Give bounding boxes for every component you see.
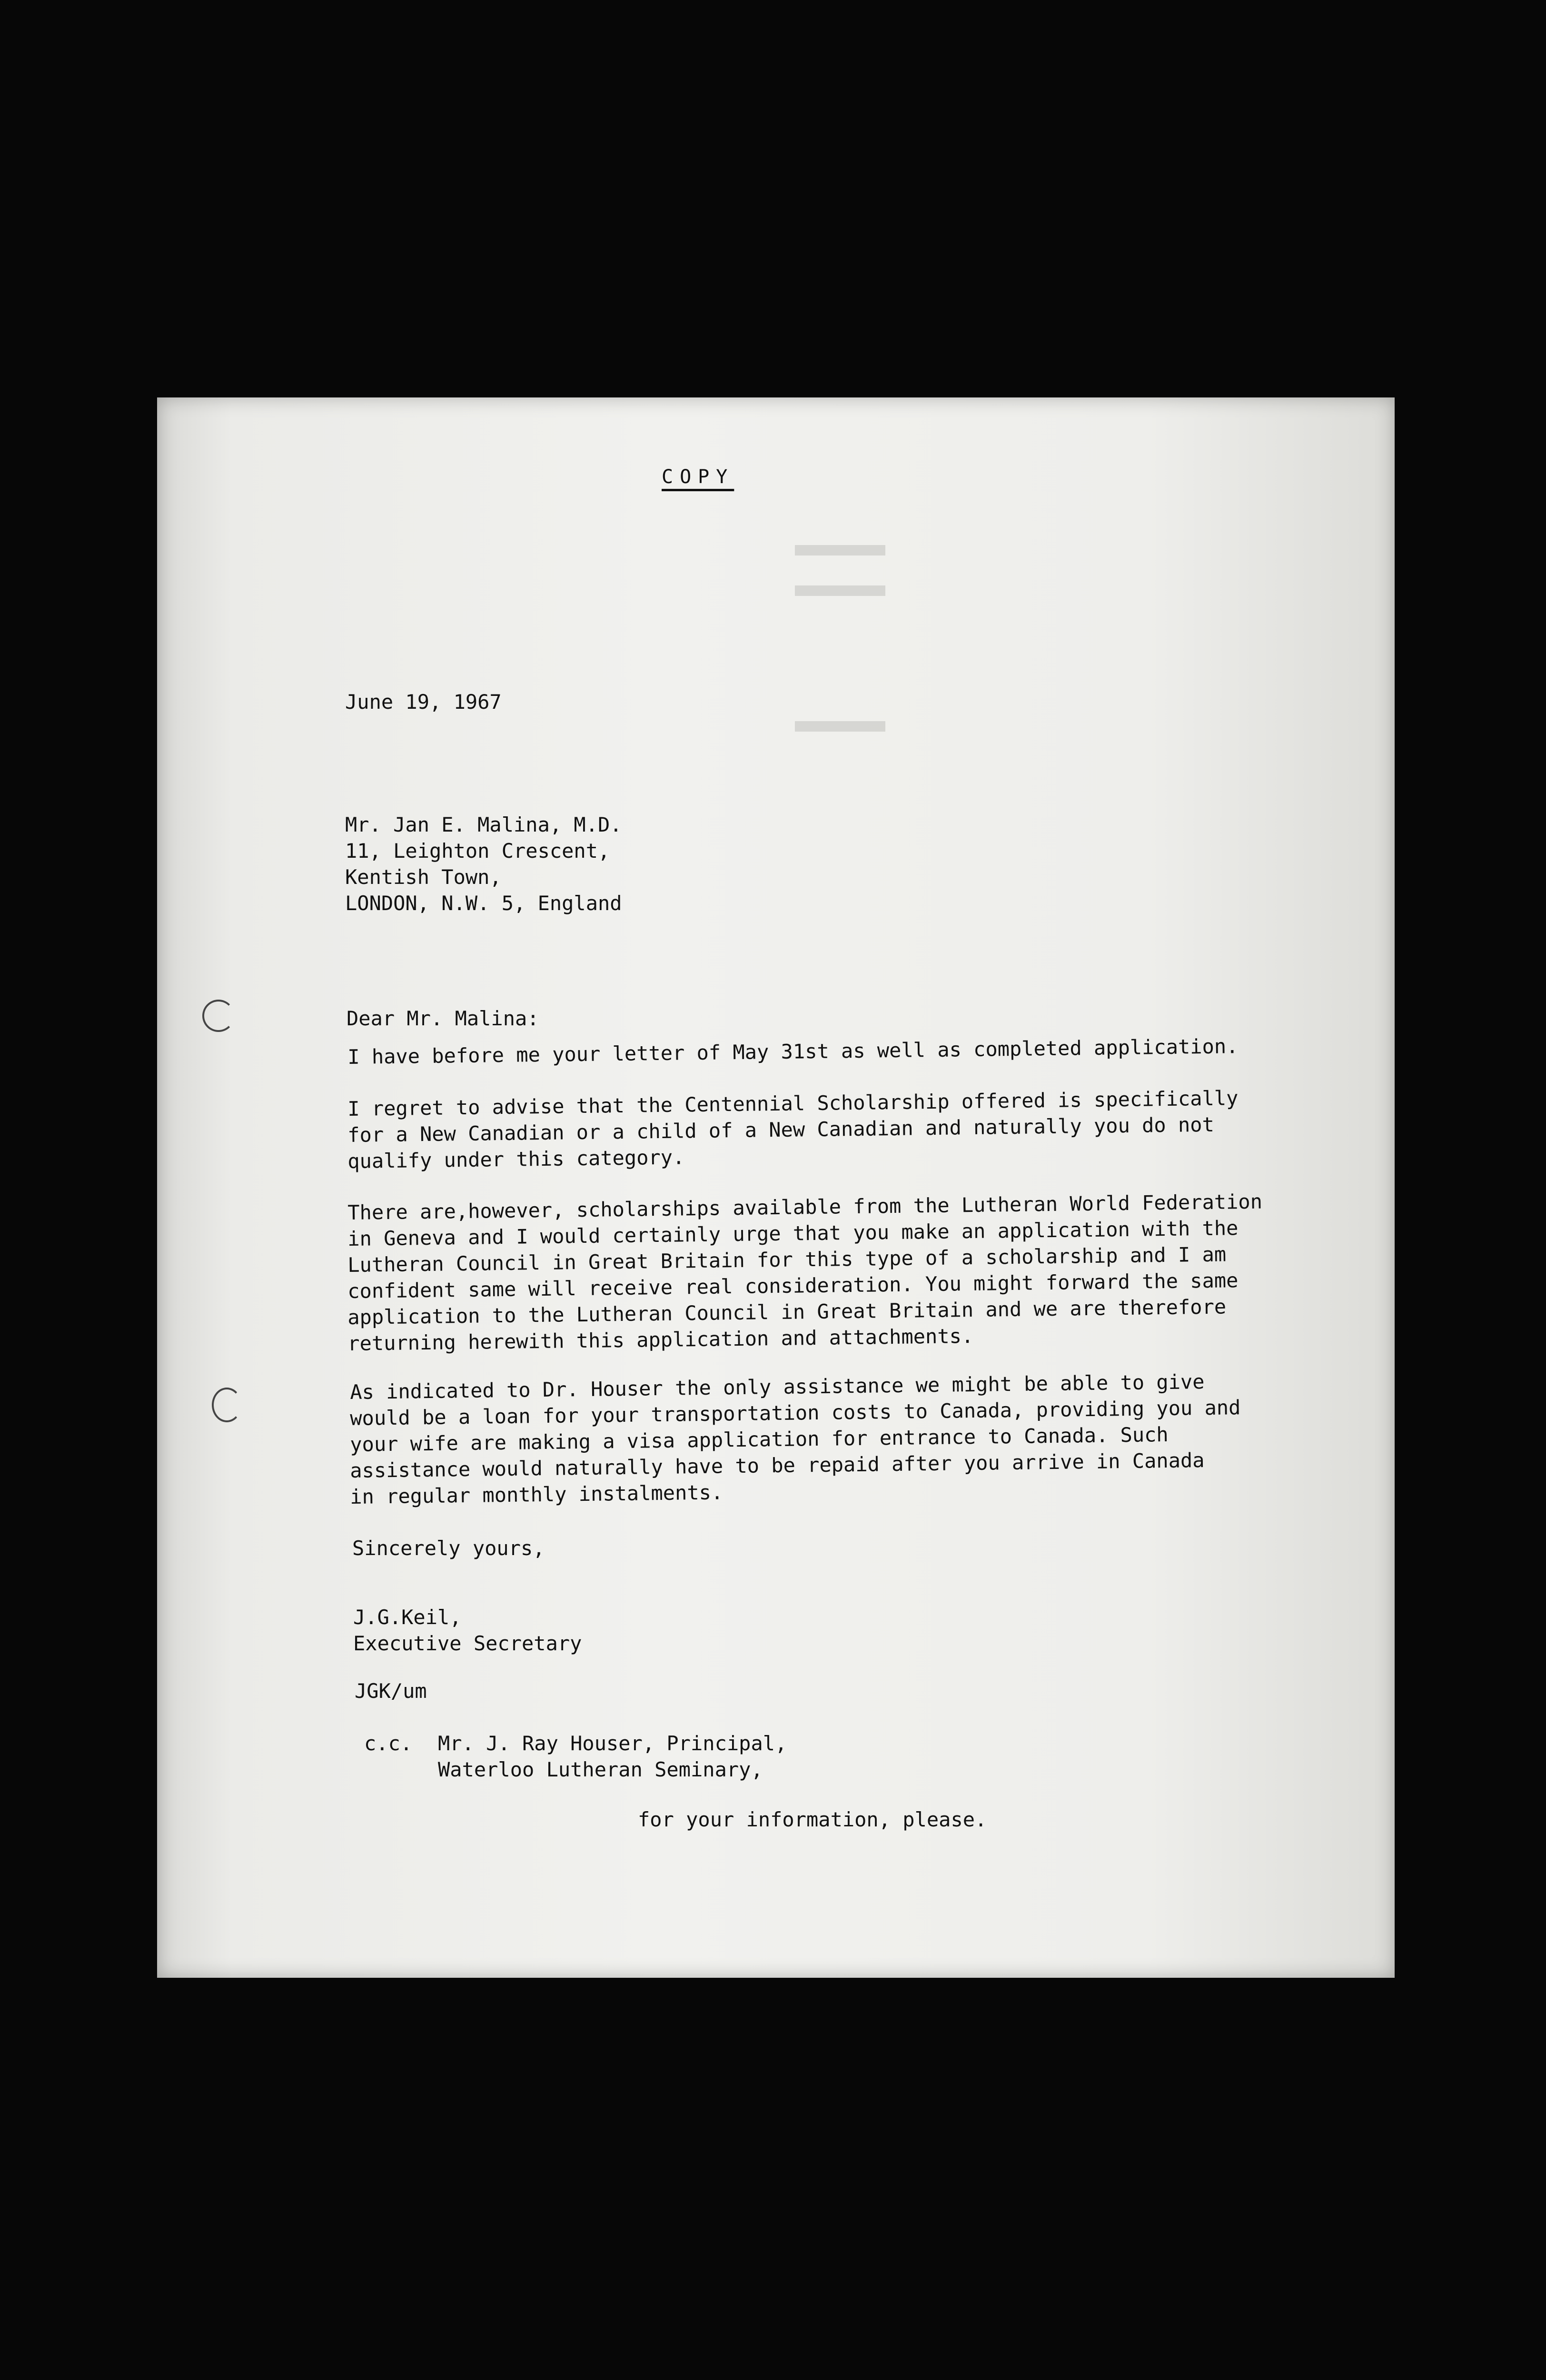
body-line: returning herewith this application and attachments.	[347, 1324, 974, 1355]
redaction-mark	[795, 545, 885, 555]
address-line: Mr. Jan E. Malina, M.D.	[345, 813, 622, 836]
address-line: 11, Leighton Crescent,	[345, 839, 610, 863]
body-line: qualify under this category.	[347, 1145, 685, 1173]
closing: Sincerely yours,	[352, 1537, 545, 1560]
address-line: Kentish Town,	[345, 865, 502, 889]
cc-line: Waterloo Lutheran Seminary,	[438, 1758, 763, 1781]
reference-initials: JGK/um	[355, 1679, 427, 1703]
punch-hole-mark	[202, 1000, 235, 1032]
signatory-title: Executive Secretary	[353, 1632, 582, 1655]
body-line: application to the Lutheran Council in Great Britain and we are therefore	[347, 1295, 1227, 1329]
body-line: As indicated to Dr. Houser the only assistance we might be able to give	[350, 1370, 1205, 1404]
body-line: in Geneva and I would certainly urge that you make an application with the	[347, 1216, 1239, 1250]
cc-line: Mr. J. Ray Houser, Principal,	[438, 1732, 787, 1755]
redaction-mark	[795, 585, 885, 596]
cc-label: c.c.	[364, 1732, 413, 1755]
body-line: would be a loan for your transportation costs to Canada, providing you and	[350, 1396, 1241, 1430]
body-line: for a New Canadian or a child of a New Canadian and naturally you do not	[347, 1112, 1215, 1147]
body-line: Lutheran Council in Great Britain for this type of a scholarship and I am	[347, 1242, 1227, 1277]
salutation: Dear Mr. Malina:	[347, 1007, 539, 1030]
body-line: There are,however, scholarships available from the Lutheran World Federation	[347, 1190, 1263, 1224]
body-line: your wife are making a visa application for entrance to Canada. Such	[350, 1422, 1169, 1456]
cc-note: for your information, please.	[638, 1808, 987, 1831]
body-line: confident same will receive real consideration. You might forward the same	[347, 1269, 1239, 1303]
address-line: LONDON, N.W. 5, England	[345, 892, 622, 915]
body-line: I regret to advise that the Centennial Scholarship offered is specifically	[347, 1086, 1239, 1121]
body-line: in regular monthly instalments.	[350, 1480, 723, 1508]
copy-heading: COPY	[662, 466, 734, 488]
redaction-mark	[795, 721, 885, 732]
letter-page	[157, 397, 1395, 1978]
signatory-name: J.G.Keil,	[353, 1606, 462, 1629]
body-line: assistance would naturally have to be repaid after you arrive in Canada	[350, 1448, 1205, 1482]
punch-hole-mark	[212, 1388, 242, 1422]
letter-date: June 19, 1967	[345, 690, 502, 714]
body-line: I have before me your letter of May 31st as well as completed application.	[347, 1034, 1239, 1069]
